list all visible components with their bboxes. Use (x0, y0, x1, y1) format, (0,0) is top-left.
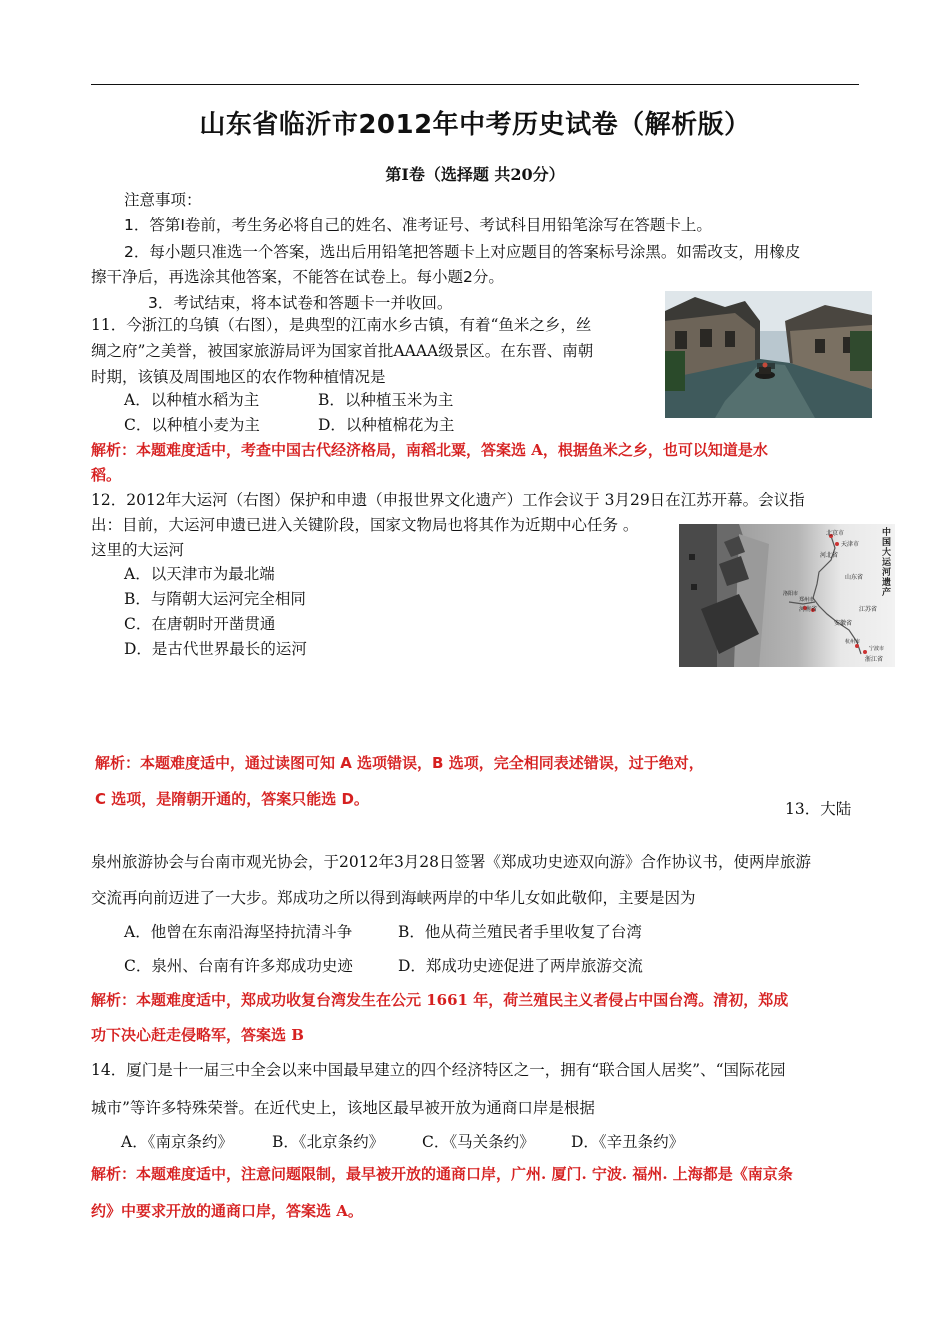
notice-item-2: 2．每小题只准选一个答案，选出后用铅笔把答题卡上对应题目的答案标号涂黑。如需改支，用橡皮 (124, 243, 801, 261)
q11-option-d: D．以种植棉花为主 (318, 416, 455, 434)
grand-canal-figure (679, 524, 895, 667)
q13-option-c: C．泉州、台南有许多郑成功史迹 (124, 957, 353, 975)
map-label-zhejiang: 浙江省 (865, 656, 884, 663)
notice-item-1: 1．答第Ⅰ卷前，考生务必将自己的姓名、准考证号、考试科目用铅笔涂写在答题卡上。 (124, 216, 712, 234)
q11-stem-line-2: 绸之府”之美誉，被国家旅游局评为国家首批AAAA级景区。在东晋、南朝 (91, 342, 594, 360)
q12-option-d: D．是古代世界最长的运河 (124, 640, 307, 658)
q12-analysis-line-1: 解析：本题难度适中，通过读图可知 A 选项错误，B 选项，完全相同表述错误，过于绝对， (95, 754, 704, 772)
map-label-hangzhou: 杭州市 (845, 639, 861, 645)
q14-analysis-line-1: 解析：本题难度适中，注意问题限制，最早被开放的通商口岸，广州. 厦门. 宁波. 福州. 上海都是《南京条 (91, 1165, 793, 1183)
q13-option-b: B．他从荷兰殖民者手里收复了台湾 (398, 923, 642, 941)
q13-analysis-line-1: 解析：本题难度适中，郑成功收复台湾发生在公元 1661 年，荷兰殖民主义者侵占中国台湾。清初，郑成 (91, 991, 789, 1009)
notice-item-3: 3．考试结束，将本试卷和答题卡一并收回。 (148, 294, 453, 312)
q14-option-c: C．《马关条约》 (422, 1133, 535, 1151)
q14-option-b: B．《北京条约》 (272, 1133, 385, 1151)
q12-option-a: A．以天津市为最北端 (124, 565, 275, 583)
q12-option-b: B．与隋朝大运河完全相同 (124, 590, 306, 608)
q13-option-d: D．郑成功史迹促进了两岸旅游交流 (398, 957, 643, 975)
map-label-henan: 河南省 (799, 606, 818, 613)
q11-option-a: A．以种植水稻为主 (124, 391, 260, 409)
q13-analysis-line-2: 功下决心赶走侵略军，答案选 B (91, 1026, 304, 1044)
map-label-luoyang: 洛阳市 (783, 591, 799, 597)
map-label-hebei: 河北省 (820, 552, 839, 559)
q13-option-a: A．他曾在东南沿海坚持抗清斗争 (124, 923, 353, 941)
q12-stem-line-3: 这里的大运河 (91, 541, 185, 559)
map-label-ningbo: 宁波市 (869, 646, 885, 652)
q11-stem-line-3: 时期，该镇及周围地区的农作物种植情况是 (91, 368, 386, 386)
q14-stem-line-1: 14．厦门是十一届三中全会以来中国最早建立的四个经济特区之一，拥有“联合国人居奖”、“国际花园 (91, 1061, 786, 1079)
map-label-zhengzhou: 郑州市 (799, 597, 815, 603)
q14-analysis-line-2: 约》中要求开放的通商口岸，答案选 A。 (91, 1202, 363, 1220)
map-title: 中国大运河遗产 (882, 528, 892, 598)
map-label-beijing: 北京市 (826, 530, 845, 537)
q13-stem-line-1: 泉州旅游协会与台南市观光协会，于2012年3月28日签署《郑成功史迹双向游》合作协议书，使两岸旅游 (91, 853, 812, 871)
header-rule (91, 84, 859, 85)
notice-heading: 注意事项： (124, 191, 202, 209)
notice-item-2-cont: 擦干净后，再选涂其他答案，不能答在试卷上。每小题2分。 (91, 268, 504, 286)
q11-analysis-line-2: 稻。 (91, 466, 122, 484)
q11-option-b: B．以种植玉米为主 (318, 391, 454, 409)
q14-stem-line-2: 城市”等许多特殊荣誉。在近代史上，该地区最早被开放为通商口岸是根据 (91, 1099, 595, 1117)
map-label-shandong: 山东省 (845, 574, 864, 581)
q12-analysis-line-2: C 选项，是隋朝开通的，答案只能选 D。 (95, 790, 369, 808)
q12-stem-line-1: 12．2012年大运河（右图）保护和申遗（申报世界文化遗产）工作会议于 3月29日在江苏开幕。会议指 (91, 491, 805, 509)
map-label-tianjin: 天津市 (841, 541, 860, 548)
section-subtitle: 第Ⅰ卷（选择题 共20分） (385, 165, 565, 184)
q13-stem-line-2: 交流再向前迈进了一大步。郑成功之所以得到海峡两岸的中华儿女如此敬仰，主要是因为 (91, 889, 696, 907)
q14-option-a: A．《南京条约》 (121, 1133, 233, 1151)
wuzhen-photo (665, 291, 872, 418)
q11-option-c: C．以种植小麦为主 (124, 416, 260, 434)
page-title: 山东省临沂市2012年中考历史试卷（解析版） (199, 110, 751, 140)
q11-stem-line-1: 11．今浙江的乌镇（右图），是典型的江南水乡古镇，有着“鱼米之乡，丝 (91, 316, 592, 334)
map-label-anhui: 安徽省 (834, 620, 853, 627)
q13-number: 13．大陆 (785, 800, 852, 818)
q11-analysis-line-1: 解析：本题难度适中，考查中国古代经济格局，南稻北粟，答案选 A，根据鱼米之乡，也可以知道是水 (91, 441, 768, 459)
q14-option-d: D．《辛丑条约》 (571, 1133, 685, 1151)
q12-option-c: C．在唐朝时开凿贯通 (124, 615, 276, 633)
map-label-jiangsu: 江苏省 (859, 606, 878, 613)
q12-stem-line-2: 出：目前，大运河申遗已进入关键阶段，国家文物局也将其作为近期中心任务 。 (91, 516, 639, 534)
